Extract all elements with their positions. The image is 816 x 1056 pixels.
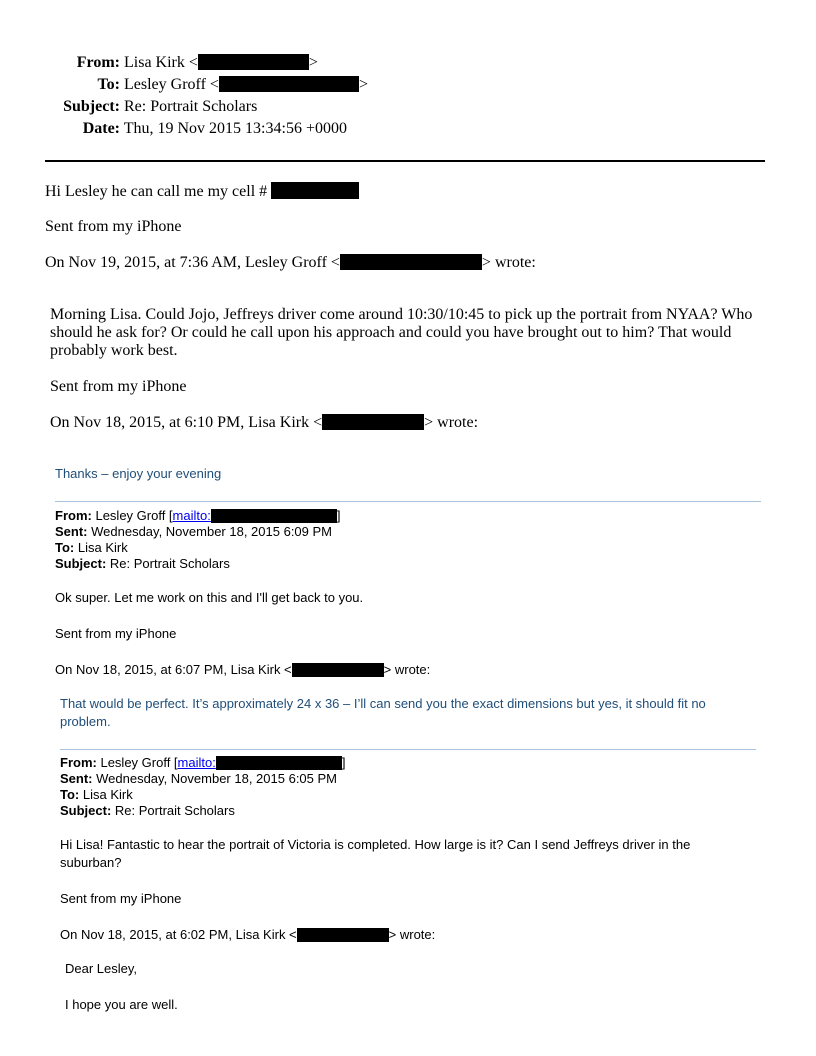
msg2-body-line2: should he ask for? Or could he call upon his approach and could you have brought out to him? That would	[50, 324, 732, 341]
quote-intro-suffix: > wrote:	[388, 927, 436, 942]
gt-symbol: >	[308, 54, 318, 71]
msg1-quote-intro	[45, 254, 536, 272]
mailto-link[interactable]: mailto:	[177, 755, 216, 770]
msg5-divider	[60, 749, 756, 750]
msg7-line1: I hope you are well.	[65, 997, 178, 1012]
to-label: To:	[60, 787, 80, 802]
from-value: Lesley Groff [	[100, 755, 178, 770]
header-subject-row	[44, 96, 257, 118]
msg1-line	[45, 182, 359, 201]
msg2-quote-intro	[50, 414, 478, 432]
redacted-email	[216, 756, 342, 770]
redacted-email	[322, 414, 424, 430]
from-label: From:	[55, 508, 92, 523]
redacted-email	[198, 54, 309, 70]
to-value: Lisa Kirk	[82, 787, 133, 802]
from-label: From:	[60, 755, 97, 770]
lt-symbol: <	[188, 54, 198, 71]
to-value: Lisa Kirk	[77, 540, 128, 555]
quote-intro-suffix: > wrote:	[424, 414, 479, 431]
header-date-row	[44, 118, 347, 140]
msg5-sent-row	[60, 771, 337, 786]
msg1-text: Hi Lesley he can call me my cell #	[45, 183, 268, 200]
quote-intro-prefix: On Nov 18, 2015, at 6:02 PM, Lisa Kirk <	[60, 927, 297, 942]
msg3-sent-row	[55, 524, 332, 539]
bracket-close: ]	[341, 755, 346, 770]
msg3-body: Thanks – enjoy your evening	[55, 466, 222, 481]
from-value: Lesley Groff [	[95, 508, 173, 523]
quote-intro-prefix: On Nov 18, 2015, at 6:10 PM, Lisa Kirk <	[50, 414, 323, 431]
msg5-body-line2: problem.	[60, 714, 111, 729]
msg6-quote-intro	[60, 927, 435, 942]
sent-value: Wednesday, November 18, 2015 6:09 PM	[91, 524, 333, 539]
redacted-email	[211, 509, 337, 523]
msg2-body-line3: probably work best.	[50, 342, 178, 359]
to-label: To:	[97, 76, 120, 93]
to-label: To:	[55, 540, 75, 555]
subject-label: Subject:	[63, 98, 120, 115]
msg6-signature: Sent from my iPhone	[60, 891, 182, 906]
from-label: From:	[76, 54, 120, 71]
msg3-divider	[55, 501, 761, 502]
redacted-email	[297, 928, 389, 942]
subject-value: Re: Portrait Scholars	[124, 98, 258, 115]
msg4-body: Ok super. Let me work on this and I'll get back to you.	[55, 590, 364, 605]
quote-intro-suffix: > wrote:	[481, 254, 536, 271]
redacted-email	[340, 254, 482, 270]
date-value: Thu, 19 Nov 2015 13:34:56 +0000	[123, 120, 347, 137]
quote-intro-prefix: On Nov 18, 2015, at 6:07 PM, Lisa Kirk <	[55, 662, 292, 677]
msg5-to-row	[60, 787, 133, 802]
msg3-to-row	[55, 540, 128, 555]
date-label: Date:	[82, 120, 120, 137]
msg1-signature: Sent from my iPhone	[45, 218, 182, 235]
msg5-body-line1: That would be perfect. It’s approximately 24 x 36 – I’ll can send you the exact dimensions but yes, it should fit no	[60, 696, 706, 711]
mailto-link[interactable]: mailto:	[172, 508, 211, 523]
quote-intro-suffix: > wrote:	[383, 662, 431, 677]
subject-value: Re: Portrait Scholars	[109, 556, 230, 571]
msg4-signature: Sent from my iPhone	[55, 626, 177, 641]
subject-label: Subject:	[60, 803, 112, 818]
lt-symbol: <	[209, 76, 219, 93]
header-divider	[45, 160, 765, 162]
header-to-row	[44, 74, 368, 96]
header-from-row	[44, 52, 318, 74]
to-name: Lesley Groff	[124, 76, 206, 93]
redacted-email	[292, 663, 384, 677]
quote-intro-prefix: On Nov 19, 2015, at 7:36 AM, Lesley Groff <	[45, 254, 340, 271]
sent-value: Wednesday, November 18, 2015 6:05 PM	[96, 771, 338, 786]
msg3-subject-row	[55, 556, 230, 571]
bracket-close: ]	[336, 508, 341, 523]
msg5-from-row	[60, 755, 345, 770]
msg2-signature: Sent from my iPhone	[50, 378, 187, 395]
msg6-body-line1: Hi Lisa! Fantastic to hear the portrait of Victoria is completed. How large is it? Can I send Jeffreys driver in the	[60, 837, 691, 852]
subject-value: Re: Portrait Scholars	[114, 803, 235, 818]
sent-label: Sent:	[60, 771, 93, 786]
msg6-body-line2: suburban?	[60, 855, 122, 870]
subject-label: Subject:	[55, 556, 107, 571]
from-name: Lisa Kirk	[124, 54, 185, 71]
msg2-body-line1: Morning Lisa. Could Jojo, Jeffreys driver come around 10:30/10:45 to pick up the portrait from NYAA? Who	[50, 306, 753, 323]
msg5-subject-row	[60, 803, 235, 818]
msg4-quote-intro	[55, 662, 430, 677]
msg7-greeting: Dear Lesley,	[65, 961, 138, 976]
redacted-phone	[271, 182, 359, 199]
gt-symbol: >	[358, 76, 368, 93]
sent-label: Sent:	[55, 524, 88, 539]
redacted-email	[219, 76, 359, 92]
msg3-from-row	[55, 508, 340, 523]
